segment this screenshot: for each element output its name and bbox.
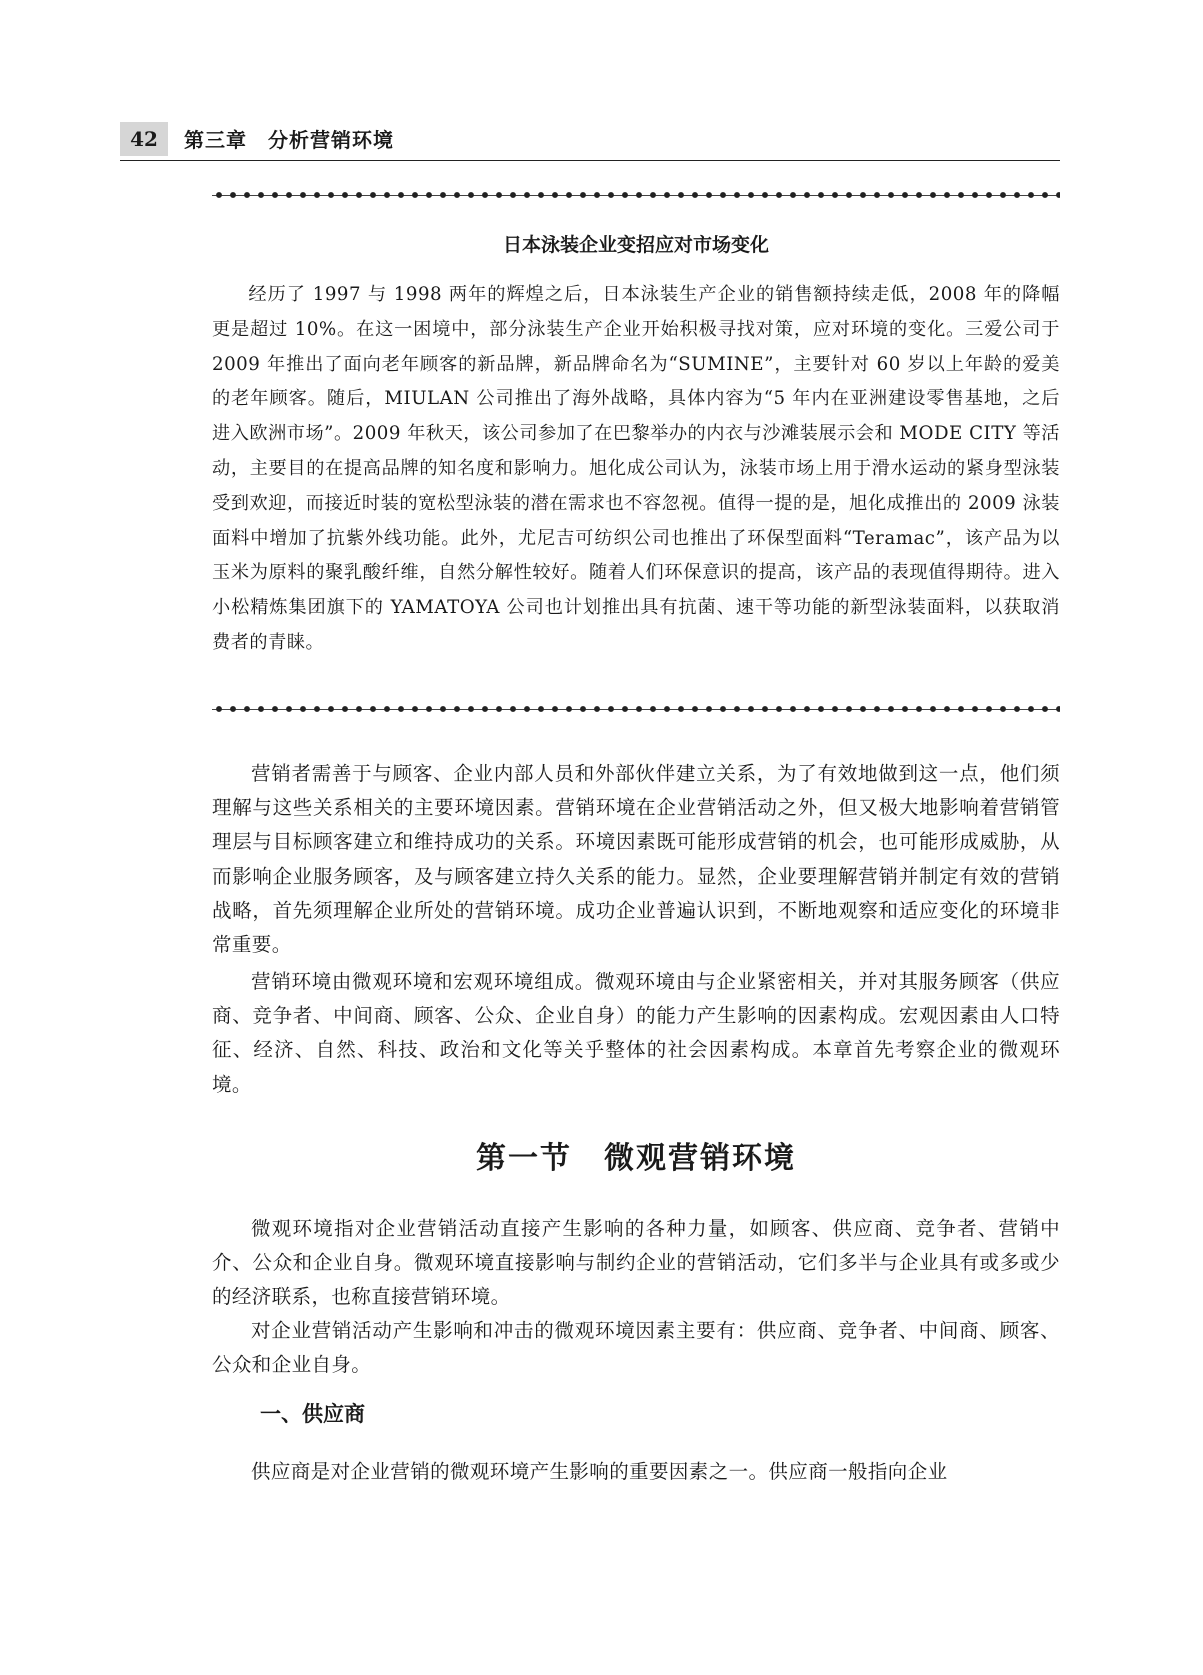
page-number: 42: [120, 122, 168, 156]
section-paragraph-2: 对企业营销活动产生影响和冲击的微观环境因素主要有：供应商、竞争者、中间商、顾客、公众和企业自身。: [212, 1319, 1060, 1377]
ornament-divider-top: [212, 188, 1060, 202]
intro-paragraph-1: 营销者需善于与顾客、企业内部人员和外部伙伴建立关系，为了有效地做到这一点，他们须理解与这些关系相关的主要环境因素。营销环境在企业营销活动之外，但又极大地影响着营销管理层与目标顾客建立和维持成功的关系。环境因素既可能形成营销的机会，也可能形成威胁，从而影响企业服务顾客，及与顾客建立持久关系的能力。显然，企业要理解营销并制定有效的营销战略，首先须理解企业所处的营销环境。成功企业普遍认识到，不断地观察和适应变化的环境非常重要。: [212, 762, 1060, 957]
ornament-divider-bottom: [212, 702, 1060, 716]
subsection-heading: 一、供应商: [260, 1402, 365, 1426]
intro-paragraph-2: 营销环境由微观环境和宏观环境组成。微观环境由与企业紧密相关，并对其服务顾客（供应商、竞争者、中间商、顾客、公众、企业自身）的能力产生影响的因素构成。宏观因素由人口特征、经济、自然、科技、政治和文化等关乎整体的社会因素构成。本章首先考察企业的微观环境。: [212, 970, 1060, 1096]
section-paragraph-1: 微观环境指对企业营销活动直接产生影响的各种力量，如顾客、供应商、竞争者、营销中介、公众和企业自身。微观环境直接影响与制约企业的营销活动，它们多半与企业具有或多或少的经济联系，也称直接营销环境。: [212, 1217, 1060, 1309]
page-header: [120, 118, 1060, 161]
section-heading: 第一节 微观营销环境: [476, 1141, 796, 1176]
case-box-paragraph: 经历了 1997 与 1998 两年的辉煌之后，日本泳装生产企业的销售额持续走低，2008 年的降幅更是超过 10%。在这一困境中，部分泳装生产企业开始积极寻找对策，应对环境的变化。三爱公司于 2009 年推出了面向老年顾客的新品牌，新品牌命名为“SUMINE”，主要针对 60 岁以上年龄的爱美的老年顾客。随后，MIULAN 公司推出了海外战略，具体内容为“5 年内在亚洲建设零售基地，之后进入欧洲市场”。2009 年秋天，该公司参加了在巴黎举办的内衣与沙滩装展示会和 MODE CITY 等活动，主要目的在提高品牌的知名度和影响力。旭化成公司认为，泳装市场上用于滑水运动的紧身型泳装受到欢迎，而接近时装的宽松型泳装的潜在需求也不容忽视。值得一提的是，旭化成推出的 2009 泳装面料中增加了抗紫外线功能。此外，尤尼吉可纺织公司也推出了环保型面料“Teramac”，该产品为以玉米为原料的聚乳酸纤维，自然分解性较好。随着人们环保意识的提高，该产品的表现值得期待。进入小松精炼集团旗下的 YAMATOYA 公司也计划推出具有抗菌、速干等功能的新型泳装面料，以获取消费者的青睐。: [212, 284, 1060, 653]
chapter-title: 第三章 分析营销环境: [184, 128, 394, 152]
case-box-title: 日本泳装企业变招应对市场变化: [502, 234, 769, 256]
section-paragraph-3: 供应商是对企业营销的微观环境产生影响的重要因素之一。供应商一般指向企业: [251, 1460, 948, 1483]
